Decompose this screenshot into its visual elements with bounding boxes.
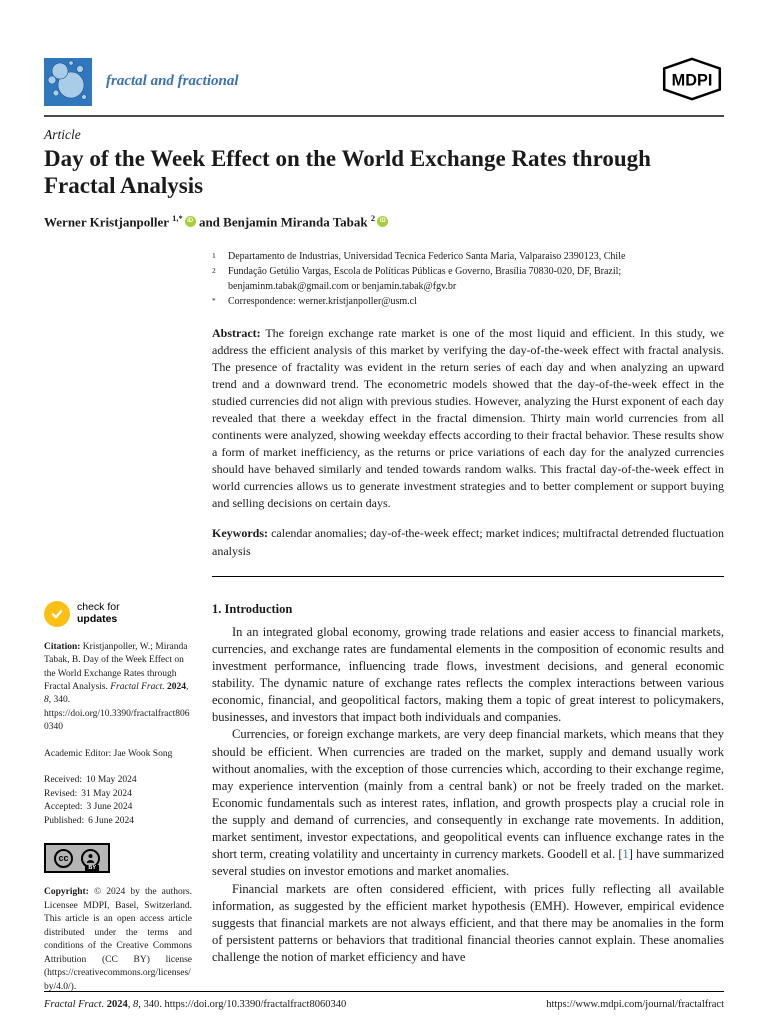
affiliation-text: Fundação Getúlio Vargas, Escola de Políticas Públicas e Governo, Brasília 70830-020, DF, Brazil; benjaminm.tabak@gmail.com or benjamin.tabak@fgv.br: [228, 266, 622, 293]
citation-volume: 8: [44, 695, 49, 706]
affiliation-row: [212, 294, 724, 309]
footer-journal-url[interactable]: https://www.mdpi.com/journal/fractalfract: [546, 999, 724, 1010]
author-name: Werner Kristjanpoller: [44, 214, 169, 230]
intro-paragraph-2: Currencies, or foreign exchange markets, are very deep financial markets, which means that they should be efficient. When currencies are traded on the market, supply and demand usually work without anomalies, with the exception of those currencies which, according to their exchange regime, may experience intervention (mainly from a central bank) or not be freely traded on the market. Economic fundamentals such as interest rates, inflation, and growth prospects play a crucial role in the supply and demand of currencies, and consequently in exchange rate movements. In addition, market sentiment, investor expectations, and geopolitical events can influence exchange rates in the short term, creating volatility and uncertainty in currency markets. Goodell et al. [1] have summarized several studies on investor emotions and market anomalies.: [212, 727, 724, 879]
date-row-published: Published: 6 June 2024: [44, 815, 135, 826]
abstract-label: Abstract:: [212, 326, 261, 341]
check-updates-badge[interactable]: [44, 601, 144, 627]
check-updates-label: check for updates: [77, 601, 120, 625]
affiliation-marker: *: [212, 296, 216, 306]
check-icon: [44, 601, 70, 627]
abstract-text: The foreign exchange rate market is one of the most liquid and efficient. In this study, we address the efficient analysis of this market by verifying the day-of-the-week effect with fractal analysis. The presence of fractality was evident in the return series of each day and when analyzing an upward trend and a downward trend. The econometric models showed that the day-of-the-week effect in the studied currencies did not align with previous studies. However, analyzing the Hurst exponent of each day revealed that there a weekday effect in the fractal dimension. Thirty main world currencies from all continents were analyzed, showing weekday effects according to their fractal behavior. These results show a form of market inefficiency, as the returns or price variations of each day for the analyzed currencies should have behaved similarly and tended towards random walks. This fractal day-of-the-week effect in world currencies allows us to generate investment strategies and to better complement or support buying and selling decisions on certain days.: [212, 326, 724, 511]
footer-year: 2024: [106, 999, 128, 1010]
footer-citation: Fractal Fract. 2024, 8, 340. https://doi.org/10.3390/fractalfract8060340: [44, 999, 347, 1010]
date-row-received: Received: 10 May 2024: [44, 775, 137, 786]
keywords-text: calendar anomalies; day-of-the-week effect; market indices; multifractal detrended fluctuation analysis: [212, 526, 724, 558]
authors-separator: and: [198, 214, 220, 230]
author-name: Benjamin Miranda Tabak: [223, 214, 368, 230]
mdpi-logo[interactable]: [660, 56, 724, 107]
author-affiliation-sup: 1,*: [172, 212, 183, 223]
cc-by-label: BY: [85, 865, 99, 872]
main-text-column: [212, 601, 724, 995]
affiliation-text: Departamento de Industrias, Universidad Tecnica Federico Santa Maria, Valparaiso 2390123, Chile: [228, 251, 626, 263]
journal-logo-icon[interactable]: [44, 58, 92, 106]
academic-editor-name: Jae Wook Song: [113, 748, 173, 759]
intro-paragraph-1: In an integrated global economy, growing trade relations and easier access to financial markets, currencies, and exchange rates are fundamental elements in the composition of economic results and investment performance, influencing trade flows, investment decisions, and general economic stability. The dynamic nature of exchange rates reflects the complex interactions between various economic, financial, and geopolitical factors, making them a topic of great interest to policymakers, businesses, and investors that impact both individuals and companies.: [212, 624, 724, 725]
authors-line: [44, 213, 724, 230]
footer-volume: 8: [132, 999, 139, 1010]
page-footer: [44, 991, 724, 1010]
history-dates: [44, 774, 192, 828]
journal-header: [44, 56, 724, 107]
date-row-revised: Revised: 31 May 2024: [44, 788, 132, 799]
header-divider: [44, 115, 724, 117]
article-type-label: Article: [44, 127, 81, 142]
affiliation-row: [212, 249, 724, 264]
copyright-label: Copyright:: [44, 887, 89, 898]
affiliation-row: [212, 264, 724, 294]
copyright-block: [44, 886, 192, 994]
footer-journal: Fractal Fract.: [44, 999, 105, 1010]
citation-text: Kristjanpoller, W.; Miranda Tabak, B. Day of the Week Effect on the World Exchange Rates through Fractal Analysis.: [44, 641, 188, 692]
orcid-icon[interactable]: iD: [377, 216, 388, 227]
citation-label: Citation:: [44, 641, 81, 652]
orcid-icon[interactable]: iD: [185, 216, 196, 227]
academic-editor-label: Academic Editor:: [44, 748, 112, 759]
keywords-label: Keywords:: [212, 526, 268, 541]
copyright-text: © 2024 by the authors. Licensee MDPI, Basel, Switzerland. This article is an open access article distributed under the terms and conditions of the Creative Commons Attribution (CC BY) license (https://creativecommons.org/licenses/by/4.0/).: [44, 887, 192, 992]
cc-icon: cc: [54, 849, 73, 868]
sidebar-meta-column: [44, 601, 192, 995]
journal-name: fractal and fractional: [106, 73, 239, 89]
affiliation-marker: 2: [212, 266, 216, 276]
citation-year: 2024: [166, 682, 186, 692]
academic-editor: [44, 748, 192, 761]
date-row-accepted: Accepted: 3 June 2024: [44, 802, 133, 813]
citation-journal: Fractal Fract.: [110, 682, 165, 692]
intro-paragraph-3: Financial markets are often considered efficient, with prices fully reflecting all available information, as suggested by the efficient market hypothesis (EMH). However, empirical evidence suggests that financial markets are not always efficient, and that there may be anomalies in the form of persistent patterns or behaviors that traditional financial theories cannot explain. These anomalies challenge the notion of market efficiency and have: [212, 881, 724, 965]
section-divider: [212, 576, 724, 577]
abstract: [212, 325, 724, 512]
citation-block: Citation: Kristjanpoller, W.; Miranda Tabak, B. Day of the Week Effect on the World Exchange Rates through Fractal Analysis. Fractal Fract. 2024, 8, 340. https://doi.org/10.3390/fractalfract8060340: [44, 641, 190, 733]
reference-link-1[interactable]: 1: [622, 847, 629, 862]
cc-license-badge[interactable]: [44, 843, 110, 873]
page-title: Day of the Week Effect on the World Exchange Rates through Fractal Analysis: [44, 146, 651, 198]
affiliations: [212, 249, 724, 309]
author-affiliation-sup: 2: [370, 212, 376, 223]
affiliation-marker: 1: [212, 251, 216, 261]
correspondence-text[interactable]: Correspondence: werner.kristjanpoller@usm.cl: [228, 296, 417, 308]
section-heading: 1. Introduction: [212, 601, 293, 616]
footer-doi-link[interactable]: https://doi.org/10.3390/fractalfract8060340: [164, 999, 347, 1010]
citation-doi-link[interactable]: https://doi.org/10.3390/fractalfract8060340: [44, 708, 190, 733]
keywords: [212, 525, 724, 559]
svg-text:MDPI: MDPI: [671, 71, 713, 90]
